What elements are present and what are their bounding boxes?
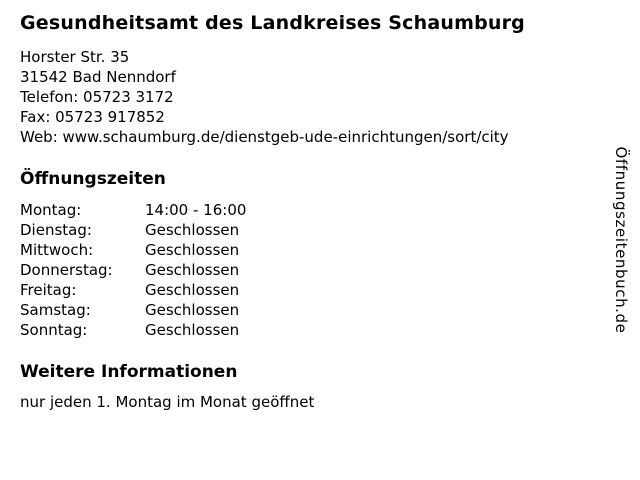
hours-day-label: Samstag: — [20, 301, 91, 319]
hours-row-saturday — [20, 300, 620, 320]
hours-day-label: Sonntag: — [20, 321, 88, 339]
page-title: Gesundheitsamt des Landkreises Schaumburg — [20, 12, 525, 34]
hours-day-label: Montag: — [20, 201, 82, 219]
hours-value: Geschlossen — [145, 301, 240, 319]
hours-day-label: Donnerstag: — [20, 261, 113, 279]
hours-row-sunday — [20, 320, 620, 340]
hours-day-label: Freitag: — [20, 281, 77, 299]
hours-row-thursday — [20, 260, 620, 280]
contact-block — [20, 47, 620, 147]
more-info-text: nur jeden 1. Montag im Monat geöffnet — [20, 393, 315, 411]
hours-row-wednesday — [20, 240, 620, 260]
hours-day-label: Dienstag: — [20, 221, 92, 239]
hours-day-label: Mittwoch: — [20, 241, 94, 259]
hours-row-friday — [20, 280, 620, 300]
contact-street: Horster Str. 35 — [20, 48, 130, 66]
more-info-heading: Weitere Informationen — [20, 362, 238, 382]
contact-city: 31542 Bad Nenndorf — [20, 68, 176, 86]
opening-hours-heading: Öffnungszeiten — [20, 169, 166, 189]
hours-value: Geschlossen — [145, 241, 240, 259]
hours-value: 14:00 - 16:00 — [145, 201, 247, 219]
site-watermark-link[interactable]: Öffnungszeitenbuch.de — [612, 146, 630, 334]
contact-fax: Fax: 05723 917852 — [20, 108, 165, 126]
hours-value: Geschlossen — [145, 281, 240, 299]
contact-phone: Telefon: 05723 3172 — [20, 88, 174, 106]
opening-hours-table — [20, 200, 620, 340]
contact-web: Web: www.schaumburg.de/dienstgeb-ude-einrichtungen/sort/city — [20, 128, 509, 146]
hours-value: Geschlossen — [145, 321, 240, 339]
hours-row-monday — [20, 200, 620, 220]
hours-value: Geschlossen — [145, 221, 240, 239]
hours-value: Geschlossen — [145, 261, 240, 279]
hours-row-tuesday — [20, 220, 620, 240]
